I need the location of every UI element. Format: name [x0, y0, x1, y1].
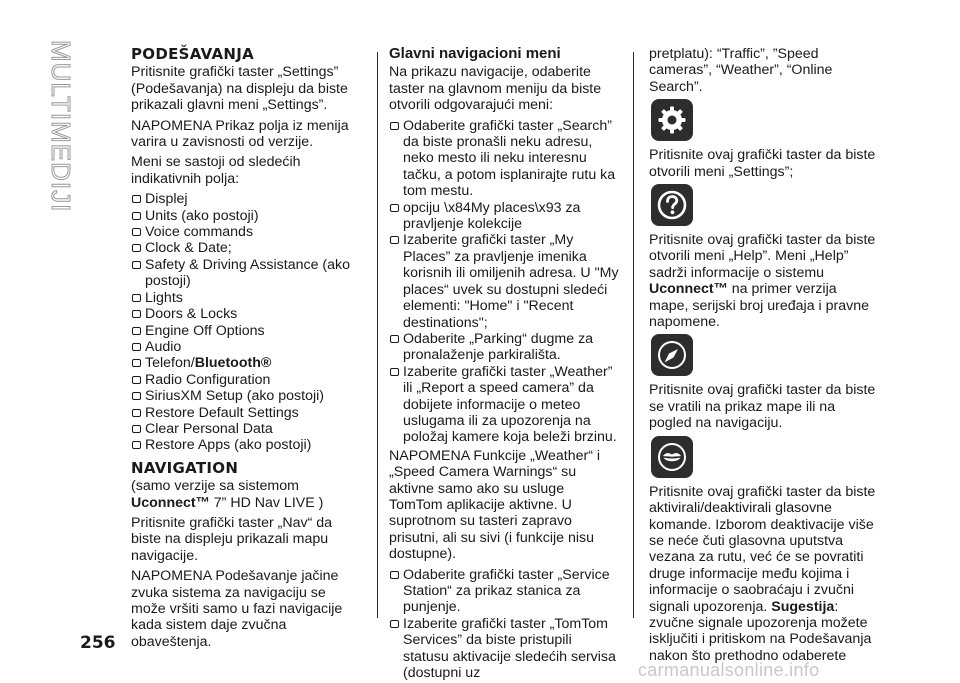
settings-note: NAPOMENA Prikaz polja iz menija varira u zavisnosti od verzije. — [131, 117, 349, 151]
help-text-suffix: na primer verzija mape, serijski broj uređaja i pravne napomene. — [649, 281, 870, 331]
bluetooth-label: Bluetooth® — [194, 355, 272, 372]
list-item: Displej — [131, 191, 363, 207]
watermark: carmanualsonline.info — [638, 660, 820, 680]
section-side-label: MULTIMEDIJI — [46, 40, 76, 213]
list-item: Clear Personal Data — [131, 421, 363, 437]
column-divider — [633, 52, 634, 618]
list-item: Doors & Locks — [131, 306, 363, 322]
help-icon-description — [649, 232, 879, 330]
versions-text: (samo verzije sa sistemom — [131, 478, 299, 495]
list-item: Odaberite grafički taster „Search” da biste pronašli neku adresu, neko mesto ili neku interesnu tačku, a potom isplanirajte rutu ka tom mestu. — [389, 118, 621, 200]
list-item-text: Telefon/ — [145, 355, 195, 372]
help-text: Pritisnite ovaj grafički taster da biste otvorili meni „Help”. Meni „Help” sadrži informacije o sistemu — [649, 232, 876, 281]
settings-intro: Pritisnite grafički taster „Settings” (Podešavanja) na displeju da biste prikazali glavni meni „Settings”. — [131, 64, 348, 114]
lips-icon — [651, 436, 693, 478]
settings-heading: PODEŠAVANJA — [131, 45, 255, 63]
list-item: Izaberite grafički taster „TomTom Services” da biste pristupili statusu aktivacije sledećih servisa (dostupni uz — [389, 616, 621, 682]
column-settings — [131, 46, 363, 654]
list-item: opciju \x84My places\x93 za pravljenje kolekcije — [389, 200, 621, 233]
list-item: Clock & Date; — [131, 240, 363, 256]
list-item: Izaberite grafički taster „Weather” ili „Report a speed camera” da dobijete informacije o meteo uslugama ili za upozorenja na položaj kamere koja beleži brzinu. — [389, 364, 621, 446]
list-item-telefon — [131, 355, 363, 371]
map-icon-description: Pritisnite ovaj grafički taster da biste se vratili na prikaz mape ili na pogled na navigaciju. — [649, 382, 876, 432]
settings-icon-description: Pritisnite ovaj grafički taster da biste otvorili meni „Settings”; — [649, 147, 876, 180]
column-main-nav-menu — [389, 46, 621, 681]
list-item: Odaberite grafički taster „Service Station“ za prikaz stanica za punjenje. — [389, 567, 621, 616]
suggestion-label: Sugestija — [771, 598, 835, 615]
subscription-services: pretplatu): “Traffic”, ”Speed cameras”, “Weather”, “Online Search”. — [649, 46, 833, 95]
list-item: SiriusXM Setup (ako postoji) — [131, 388, 363, 404]
main-nav-heading: Glavni navigacioni meni — [389, 45, 561, 62]
settings-list — [131, 191, 363, 454]
uconnect-label: Uconnect™ — [131, 494, 210, 511]
gear-icon — [651, 99, 693, 141]
voice-icon-description — [649, 484, 879, 664]
column-divider — [377, 52, 378, 618]
list-item: Restore Apps (ako postoji) — [131, 437, 363, 453]
list-item: Restore Default Settings — [131, 405, 363, 421]
navigation-note: NAPOMENA Podešavanje jačine zvuka sistema za navigaciju se može vršiti samo u fazi navigacije kada sistem daje zvučna obaveštenja. — [131, 568, 343, 650]
list-item: Lights — [131, 290, 363, 306]
list-item: Radio Configuration — [131, 372, 363, 388]
list-item: Izaberite grafički taster „My Places” za pravljenje imenika korisnih ili omiljenih adresa. U "My places“ uvek su dostupni sledeći elementi: "Home" i "Recent destinations"; — [389, 232, 621, 330]
help-icon — [651, 184, 693, 226]
list-item: Engine Off Options — [131, 323, 363, 339]
navigation-heading: NAVIGATION — [131, 458, 239, 477]
versions-suffix: 7” HD Nav LIVE ) — [209, 494, 324, 511]
list-item: Audio — [131, 339, 363, 355]
list-item: Units (ako postoji) — [131, 208, 363, 224]
main-nav-intro: Na prikazu navigacije, odaberite taster na glavnom meniju da biste otvorili odgovarajući meni: — [389, 64, 602, 114]
navigation-intro: Pritisnite grafički taster „Nav“ da biste na displeju prikazali mapu navigacije. — [131, 514, 333, 564]
voice-text-suffix: : zvučne signale upozorenja možete isključiti i pritiskom na Podešavanja nakon što prethodno odaberete — [649, 598, 872, 664]
list-item: Voice commands — [131, 224, 363, 240]
main-nav-note: NAPOMENA Funkcije „Weather“ i „Speed Camera Warnings“ su aktivne samo ako su usluge TomTom aplikacije aktivne. U suprotnom su tasteri zapravo prisutni, ali su sivi (i funkcije nisu dostupne). — [389, 447, 601, 563]
uconnect-label: Uconnect™ — [649, 281, 728, 298]
navigation-versions — [131, 478, 363, 511]
list-item: Odaberite „Parking“ dugme za pronalaženje parkirališta. — [389, 331, 621, 364]
column-icons — [649, 46, 879, 668]
voice-text: Pritisnite ovaj grafički taster da biste aktivirali/deaktivirali glasovne komande. Izborom deaktivacije više se neće čuti glasovna uputstva vezana za rutu, već će se povratiti druge informacije među kojima i informacije o saobraćaju i zvučni signali upozorenja. — [649, 483, 876, 615]
compass-icon — [651, 334, 693, 376]
page-number: 256 — [80, 633, 116, 653]
list-item: Safety & Driving Assistance (ako postoji) — [131, 257, 363, 290]
settings-fields-intro: Meni se sastoji od sledećih indikativnih polja: — [131, 154, 301, 187]
